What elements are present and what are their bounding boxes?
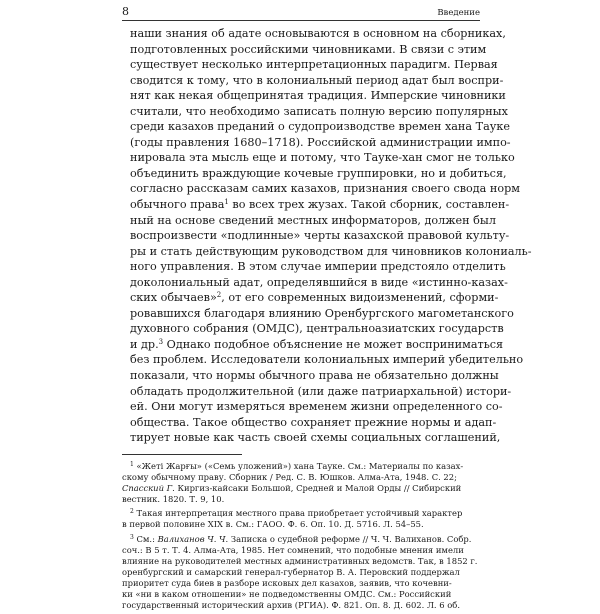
text-line: объединить враждующие кочевые группировки, но и добиться, [130, 166, 507, 180]
text-line: (годы правления 1680–1718). Российской администрации импо- [130, 135, 511, 149]
page-number: 8 [122, 5, 129, 18]
footnote-1 [122, 461, 474, 505]
text-fragment: Однако подобное объяснение не может восприниматься [163, 337, 504, 351]
text-fragment: и др. [130, 337, 159, 351]
text-line: нировала эта мысль еще и потому, что Тауке-хан смог не только [130, 151, 515, 165]
footnote-2 [122, 508, 474, 530]
text-line: ный на основе сведений местных информаторов, должен был [130, 213, 496, 227]
section-title: Введение [437, 8, 480, 18]
footnote-divider [122, 454, 242, 455]
footnote-line [122, 461, 474, 472]
text-line: тирует новые как часть своей схемы социальных соглашений, [130, 431, 501, 445]
footnote-mark: 3 [130, 533, 134, 541]
text-line: без проблем. Исследователи колониальных империй убедительно [130, 353, 524, 367]
footnote-line: государственный исторический архив (РГИА). Ф. 821. Оп. 8. Д. 602. Л. 6 об. [122, 600, 460, 611]
author-name: Спасский Г. [122, 483, 175, 494]
text-line: считали, что необходимо записать полную версию популярных [130, 104, 508, 118]
footnote-ref: 2 [216, 291, 222, 300]
text-fragment: во всех трех жузах. Такой сборник, составлен- [232, 198, 510, 212]
footnote-ref: 1 [224, 198, 229, 207]
footnote-text: «Жеті Жарғы» («Семь уложений») хана Тауке. См.: Материалы по казах- [136, 461, 464, 471]
footnote-line: ки «ни в каком отношении» не подведомственны ОМДС. См.: Российский [122, 589, 452, 600]
footnote-text: См.: [136, 533, 158, 544]
text-line: общества. Такое общество сохраняет прежние нормы и адап- [130, 415, 497, 429]
text-line: подготовленных российскими чиновниками. В связи с этим [130, 42, 487, 56]
footnote-line: оренбургский и самарский генерал-губернатор В. А. Перовский поддержал [122, 566, 460, 577]
footnote-line: соч.: В 5 т. Т. 4. Алма-Ата, 1985. Нет сомнений, что подобные мнения имели [122, 544, 464, 555]
footnote-line: скому обычному праву. Сборник / Ред. С. В. Юшков. Алма-Ата, 1948. С. 22; [122, 472, 457, 483]
footnote-line [122, 534, 474, 545]
running-header [122, 6, 480, 21]
text-line: нят как некая общепринятая традиция. Имперские чиновники [130, 89, 506, 103]
footnote-text: Записка о судебной реформе // Ч. Ч. Валиханов. Собр. [228, 533, 472, 544]
footnote-ref: 3 [158, 337, 164, 346]
footnote-text: Такая интерпретация местного права приобретает устойчивый характер [136, 508, 463, 519]
footnotes [122, 461, 478, 614]
text-line [130, 197, 510, 213]
text-fragment: обычного права [130, 198, 225, 212]
footnote-line [122, 483, 474, 494]
text-line: наши знания об адате основываются в основном на сборниках, [130, 27, 506, 40]
text-line: доколониальный адат, определявшийся в виде «истинно-казах- [130, 275, 508, 289]
footnote-mark: 1 [130, 461, 134, 468]
footnote-text: Киргиз-кайсаки Большой, Средней и Малой Орды // Сибирский [174, 483, 462, 494]
text-line: воспроизвести «подлинные» черты казахской правовой культу- [130, 229, 510, 243]
text-line: ровавшихся благодаря влиянию Оренбургского магометанского [130, 306, 514, 320]
footnote-line: в первой половине XIX в. См.: ГАОО. Ф. 6. Оп. 10. Д. 5716. Л. 54–55. [122, 519, 424, 530]
text-fragment: , от его современных видоизменений, сформи- [221, 291, 499, 305]
text-line: духовного собрания (ОМДС), центральноазиатских государств [130, 322, 504, 336]
footnote-mark: 2 [130, 508, 134, 516]
text-fragment: ских обычаев» [130, 291, 217, 305]
text-line: среди казахов преданий о судопроизводстве времен хана Тауке [130, 120, 510, 134]
footnote-line: приоритет суда биев в разборе исковых дел казахов, заявив, что кочевни- [122, 577, 452, 588]
text-line: обладать продолжительной (или даже патриархальной) истори- [130, 384, 512, 398]
text-line: ей. Они могут измеряться временем жизни определенного со- [130, 400, 503, 414]
footnote-line [122, 508, 474, 519]
author-name: Валиханов Ч. Ч. [157, 533, 229, 544]
text-line [130, 337, 504, 353]
text-line: ры и стать действующим руководством для чиновников колониаль- [130, 244, 532, 258]
text-line: существует несколько интерпретационных парадигм. Первая [130, 58, 498, 72]
text-line: согласно рассказам самих казахов, признания своего свода норм [130, 182, 520, 196]
main-text [130, 26, 532, 446]
text-line: сводится к тому, что в колониальный период адат был воспри- [130, 73, 504, 87]
text-line [130, 290, 499, 306]
text-line: ного управления. В этом случае империи предстояло отделить [130, 260, 506, 274]
footnote-line: вестник. 1820. Т. 9, 10. [122, 494, 225, 505]
text-line: показали, что нормы обычного права не обязательно должны [130, 369, 499, 383]
footnote-line: влияние на руководителей местных административных ведомств. Так, в 1852 г. [122, 555, 478, 566]
